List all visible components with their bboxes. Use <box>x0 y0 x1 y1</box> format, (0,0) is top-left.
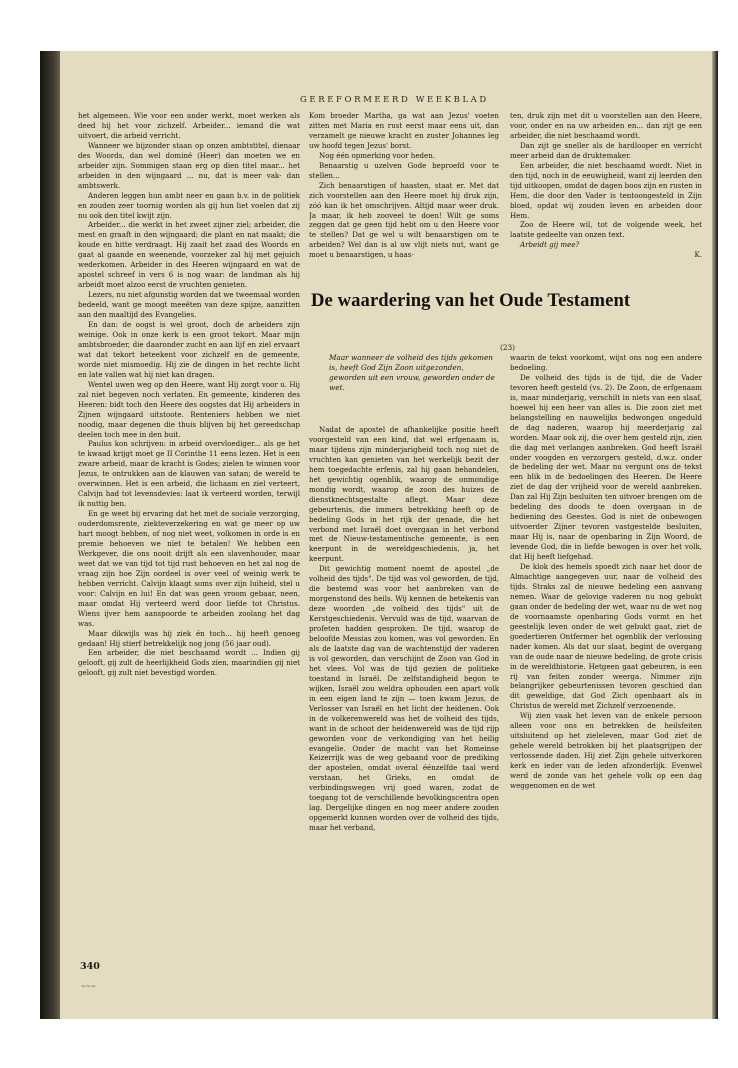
paragraph: het algemeen. Wie voor een ander werkt, moet werken als deed hij het voor zichzelf. Arbeider... iemand die wat uitvoert, die arbeid verricht. <box>78 111 300 140</box>
paragraph: En dan: de oogst is wel groot, doch de arbeiders zijn weinige. Ook in onze kerk is een groot tekort. Maar mijn ambtsbroeder, die daaronder zucht en aan lijf en ziel ervaart wat dat tekort beteekent voor zichzelf en de gemeente, worde niet mismoedig. Hij zie de dingen in het rechte licht en late vallen wat hij niet kan dragen. <box>78 320 300 379</box>
column-left <box>78 111 300 911</box>
paragraph: Wij zien vaak het leven van de enkele persoon alleen voor ons en betrekken de heilsfeiten uitsluitend op het zieleleven, maar God ziet de gehele wereld betrokken bij het plaatsgrijpen der verlossende daden. Hij ziet Zijn gehele uitverkoren kerk en ieder van de leden afzonderlijk. Evenwel werd de zonde van het gehele volk op een dag weggenomen en de wet <box>510 711 702 790</box>
article-title: De waardering van het Oude Testament <box>311 290 631 311</box>
paragraph: Een arbeider, die niet beschaamd wordt. Niet in den tijd, noch in de eeuwigheid, want zij leerden den tijd uitkoopen, omdat de dagen boos zijn en rusten in Hem, die door den Vader is tentoongesteld in Zijn bloed, opdat wij zouden leven en arbeiden door Hem. <box>510 160 702 220</box>
paragraph: Maar dikwijls was hij ziek én toch... hij heeft genoeg gedaan! Hij stierf betrekkelijk nog jong (56 jaar oud). <box>78 628 300 648</box>
paragraph: Een arbeider, die niet beschaamd wordt ... Indien gij gelooft, gij zult de heerlijkheid Gods zien, maarindien gij niet gelooft, gij zult niet bevestigd worden. <box>78 648 300 678</box>
paragraph: Zoo de Heere wil, tot de volgende week, het laatste gedeelte van onzen text. <box>510 220 702 240</box>
paragraph: Arbeider... die werkt in het zweet zijner ziel; arbeider, die mest en graaft in den wijngaard; die plant en nat maakt; die koude en hitte verdraagt. Hij zaait het zaad des Woords en gaat al gaande en weenende, voorzeker zal hij met gejuich wederkomen. Arbeider in des Heeren wijngaard en wat de apostel schreef in vers 6 is nog waar: de landman als hij arbeidt moet alzoo eerst de vruchten genieten. <box>78 220 300 290</box>
book-spine-shadow <box>40 51 60 1019</box>
paragraph: En ge weet bij ervaring dat het met de sociale verzorging, ouderdomsrente, ziekteverzekering en wat ge meer op uw hart moogt hebben, of nog niet weet, volkomen in orde is en premie behoeven we niet te betalen! We hebben een Werkgever, die ons nooit drijft als een slavenhouder, maar weet dat we van tijd tot tijd rust behoeven en het zal nog de vraag zijn hoe Zijn oordeel is over veel of weinig werk te hebben verricht. Calvijn klaagt soms over zijn luiheid, stel u voor: Calvijn en lui! En dat was geen vroom gebaar, neen, maar omdat Hij verteerd werd door liefde tot Christus. Wiens ijver hem aanspoorde te arbeiden zoolang het dag was. <box>78 509 300 628</box>
running-header: GEREFORMEERD WEEKBLAD <box>300 95 489 105</box>
binding-mark: ~~~ <box>81 983 97 990</box>
paragraph: Nadat de apostel de afhankelijke positie heeft voorgesteld van een kind, dat wel erfgenaam is, maar tijdens zijn minderjarigheid toch nog niet de vruchten kan genieten van het werkelijk bezit der hem toegedachte erfenis, zal hij gaan behandelen, het gewichtig ogenblik, waarop de onmondige mondig wordt, waarop de zoon des huizes de dienstknechtsgestalte aflegt. Maar deze gebeurtenis, die immers betrekking heeft op de bedeling Gods in het rijk der genade, die het verbond met Israël doet overgaan in het verbond met de Nieuw-testamentische gemeente, is een keerpunt in de wereldgeschiedenis, ja, het keerpunt. <box>309 425 499 564</box>
paragraph: Zich benaarstigen of haasten, staat er. Met dat zich voorstellen aan den Heere moet hij druk zijn, zóó kan ik het omschrijven. Altijd maar weer druk. Ja maar, ik heb zooveel te doen! Wilt ge soms zeggen dat ge geen tijd hebt om u den Heere voor te stellen? Dat ge wel u wilt benaarstigen om te arbeiden? Wel dan is al uw vlijt niets nut, want ge moet u benaarstigen, u haas- <box>309 180 499 260</box>
page-edge-shadow <box>712 51 718 1019</box>
page-number: 340 <box>80 961 100 972</box>
paragraph: Arbeidt gij mee? <box>520 240 580 250</box>
paragraph: Wanneer we bijzonder staan op onzen ambtstitel, dienaar des Woords, dan wel dominé (Heer) dan moeten we en arbeider zijn. Sommigen staan erg op dien titel maar... het arbeiden in den wijngaard ... nu, dat is meer vak- dan ambtswerk. <box>78 140 300 190</box>
article-number: (23) <box>500 343 515 352</box>
column-middle-bottom <box>309 425 499 937</box>
lead-quote: Maar wanneer de volheid des tijds gekomen is, heeft God Zijn Zoon uitgezonden, geworden uit een vrouw, geworden onder de wet. <box>329 353 495 393</box>
paragraph: Benaarstig u uzelven Gode beproefd voor te stellen... <box>309 160 499 180</box>
paragraph: Nog één opmerking voor heden. <box>319 150 436 160</box>
paragraph: De volheid des tijds is de tijd, die de Vader tevoren heeft gesteld (vs. 2). De Zoon, de erfgenaam is, maar minderjarig, verschilt in niets van een slaaf, hoewel hij een heer van alles is. Die zoon ziet met belangstelling en nauwelijks bedwongen ongeduld de dag naderen, waarop hij meerderjarig zal worden. Maar ook zij, die over hem gesteld zijn, zien die dag met verlangen aanbreken. God heeft Israël onder voogden en verzorgers gesteld, d.w.z. onder de bedeling der wet. Maar nu vergunt ons de tekst een blik in de bedoelingen des Heeren. De Heere ziet de dag der vrijheid voor de wereld aanbreken. Dan zal Hij Zijn besluiten ten uitvoer brengen om de bedeling des doods te doen overgaan in de bediening des Geestes. God is niet de onbewogen uitvoerder Zijner tevoren vastgestelde besluiten, maar Hij is, naar de openbaring in Zijn Woord, de levende God, die in liefde bewogen is over het volk, dat Hij heeft liefgehad. <box>510 372 702 562</box>
column-middle-top <box>309 111 499 267</box>
author-signature: K. <box>694 250 702 260</box>
paragraph: Dit gewichtig moment noemt de apostel „de volheid des tijds". De tijd was vol geworden, de tijd, die bestemd was voor het aanbreken van de morgenstond des heils. Wij kennen de betekenis van deze woorden „de volheid des tijds" uit de Kerstgeschiedenis. Vervuld was de tijd, waarvan de profeten hadden gesproken. De tijd, waarop de beloofde Messias zou komen, was vol geworden. En als de laatste dag van de wachtenstijd der vaderen is vol geworden, dan verschijnt de Zoon van God in het vlees. Vol was de tijd gezien de politieke toestand in Israël. De zelfstandigheid begon te wijken, Israël zou weldra ophouden een apart volk in een eigen land te zijn — toen kwam Jezus, de Verlosser van Israël en het licht der heidenen. Ook in de volkerenwereld was het de volheid des tijds, want in de schoot der heidenwereld was de tijd rijp geworden voor de verkondiging van het heilig evangelie. Onder de macht van het Romeinse Keizerrijk was de weg gebaand voor de prediking der apostelen, omdat overal éénzelfde taal werd verstaan, het Grieks, en omdat de verbindingswegen vrij goed waren, zodat de toegang tot de verschillende bevolkingscentra open lag. Dergelijke dingen en nog meer andere zouden opgemerkt kunnen worden over de volheid des tijds, maar het verband, <box>309 564 499 833</box>
paragraph: ten, druk zijn met dit u voorstellen aan den Heere, voor, onder en na uw arbeiden en... dan zijt ge een arbeider, die niet beschaamd wordt. <box>510 111 702 140</box>
paragraph: Wentel uwen weg op den Heere, want Hij zorgt voor u. Hij zal niet begeven noch verlaten. En gemeente, kinderen des Heeren: bidt toch den Heere des oogstes dat Hij arbeiders in Zijnen wijngaard uitstoote. Renteniers hebben we niet noodig, maar degenen die thuis blijven bij het gereedschap deelen toch mee in den buit. <box>78 379 300 439</box>
paragraph: Kom broeder Martha, ga wat aan Jezus' voeten zitten met Maria en rust eerst maar eens uit, dan verzamelt ge nieuwe kracht en zuster Johannes leg uw hoofd tegen Jezus' borst. <box>309 111 499 150</box>
column-right-top <box>510 111 702 267</box>
column-right-bottom <box>510 353 702 938</box>
paragraph: Anderen leggen hun ambt neer en gaan b.v. in de politiek en zouden zeer toornig worden als gij hun liet voelen dat zij nu ook den titel kwijt zijn. <box>78 190 300 220</box>
paragraph: Lezers, nu niet afgunstig worden dat we tweemaal worden bedeeld, want ge moogt meeëten van deze spijze, aanzitten aan den maaltijd des Evangelies. <box>78 290 300 320</box>
paragraph: waarin de tekst voorkomt, wijst ons nog een andere bedoeling. <box>510 353 702 372</box>
paragraph: Paulus kon schrijven: in arbeid overvloediger... als ge het te kwaad krijgt moet ge II Corinthe 11 eens lezen. Het is een zware arbeid, maar de kracht is Godes; zielen te winnen voor Jezus, te ontrukken aan de klauwen van satan; de wereld te overwinnen. Het is een arbeid, die lichaam en ziel verteert, Calvijn had tot levensdevies: laat ik verteerd worden, terwijl ik nuttig ben. <box>78 439 300 509</box>
paragraph: De klok des hemels spoedt zich naar het door de Almachtige aangegeven uur, naar de volheid des tijds. Straks zal de nieuwe bedeling een aanvang nemen. Waar de gelovige vaderen nu nog gebukt gaan onder de bedeling der wet, waar nu de wet nog de voornaamste openbaring Gods vormt en het geestelijk leven onder de wet gebukt gaat, ziet de goedertieren Ontfermer het ogenblik der verlossing nader komen. Als dat uur slaat, begint de overgang van de oude naar de nieuwe bedeling, de grote crisis in de wereldhistorie. Hetgeen gaat gebeuren, is een rij van feiten zonder weerga. Nimmer zijn belangrijker gebeurtenissen tevoren geschied dan dit geweldige, dat God Zich openbaart als in Christus de wereld met Zichzelf verzoenende. <box>510 562 702 711</box>
paragraph: Dan zijt ge sneller als de hardlooper en verricht meer arbeid dan de druktemaker. <box>510 140 702 160</box>
